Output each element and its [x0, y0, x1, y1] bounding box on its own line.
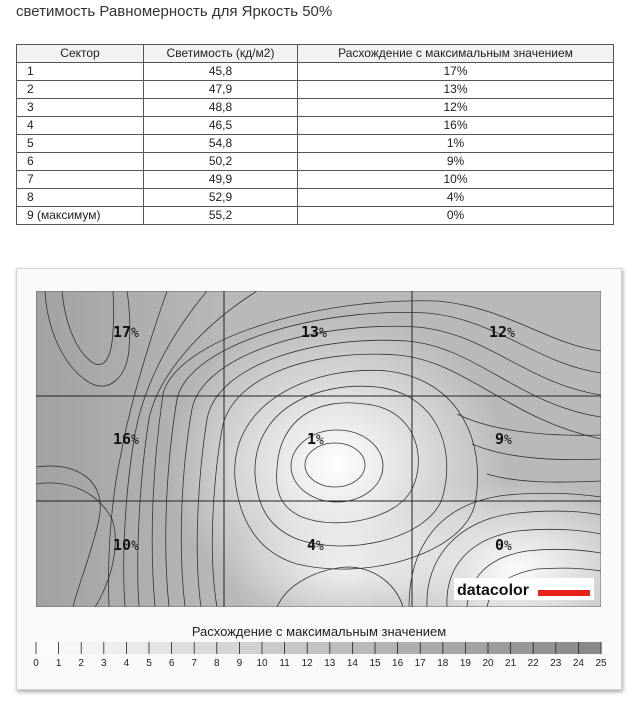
scale-tick-label: 3: [101, 658, 107, 669]
scale-tick-label: 11: [279, 658, 290, 669]
table-row: [17, 153, 614, 171]
deviation-cell: 13%: [298, 81, 614, 99]
deviation-cell: 1%: [298, 135, 614, 153]
heatmap-field: [36, 291, 621, 659]
deviation-cell: 16%: [298, 117, 614, 135]
scale-swatch: [488, 642, 511, 654]
deviation-cell: 9%: [298, 153, 614, 171]
scale-swatch: [556, 642, 579, 654]
scale-tick-label: 10: [256, 658, 268, 669]
scale-tick-label: 8: [214, 658, 220, 669]
scale-tick-label: 2: [78, 658, 84, 669]
table-header-row: [17, 45, 614, 63]
scale-swatch: [420, 642, 443, 654]
sector-label: 12%: [489, 323, 515, 341]
table-row: [17, 207, 614, 225]
sector-cell: 7: [17, 171, 144, 189]
scale-tick-label: 17: [414, 658, 426, 669]
uniformity-heatmap: [17, 269, 621, 689]
scale-swatch: [352, 642, 375, 654]
table-row: [17, 81, 614, 99]
scale-swatch: [398, 642, 421, 654]
scale-tick-label: 6: [168, 658, 175, 669]
table-row: [17, 135, 614, 153]
sector-label: 1%: [307, 430, 324, 448]
sector-label: 13%: [301, 323, 327, 341]
scale-swatch: [149, 642, 172, 654]
scale-swatch: [307, 642, 330, 654]
scale-tick-label: 18: [437, 658, 449, 669]
luminance-cell: 50,2: [144, 153, 298, 171]
scale-swatch: [104, 642, 127, 654]
scale-tick-label: 0: [33, 658, 39, 669]
uniformity-heatmap-figure: [16, 268, 622, 690]
scale-swatch: [443, 642, 466, 654]
scale-tick-label: 23: [550, 658, 562, 669]
luminance-cell: 47,9: [144, 81, 298, 99]
sector-label: 9%: [495, 430, 512, 448]
scale-swatch: [81, 642, 104, 654]
scale-tick-label: 4: [123, 658, 130, 669]
column-header: Сектор: [17, 45, 144, 63]
column-header: Светимость (кд/м2): [144, 45, 298, 63]
luminance-cell: 49,9: [144, 171, 298, 189]
sector-cell: 3: [17, 99, 144, 117]
uniformity-table: [16, 44, 614, 225]
deviation-cell: 17%: [298, 63, 614, 81]
scale-tick-label: 7: [191, 658, 197, 669]
luminance-cell: 55,2: [144, 207, 298, 225]
sector-cell: 8: [17, 189, 144, 207]
sector-cell: 6: [17, 153, 144, 171]
sector-label: 17%: [113, 323, 139, 341]
sector-label: 4%: [307, 536, 324, 554]
table-row: [17, 99, 614, 117]
scale-swatch: [578, 642, 601, 654]
deviation-cell: 0%: [298, 207, 614, 225]
sector-cell: 5: [17, 135, 144, 153]
scale-tick-label: 12: [301, 658, 313, 669]
svg-text:datacolor: datacolor: [457, 582, 530, 599]
scale-swatch: [330, 642, 353, 654]
scale-tick-label: 9: [236, 658, 243, 669]
sector-label: 0%: [495, 536, 512, 554]
scale-swatch: [194, 642, 217, 654]
datacolor-logo: [454, 578, 594, 600]
scale-swatch: [239, 642, 262, 654]
sector-label: 10%: [113, 536, 139, 554]
page-title: светимость Равномерность для Яркость 50%: [16, 3, 333, 20]
scale-swatch: [533, 642, 556, 654]
scale-swatch: [36, 642, 59, 654]
scale-swatch: [172, 642, 195, 654]
column-header: Расхождение с максимальным значением: [298, 45, 614, 63]
scale-tick-label: 14: [346, 658, 358, 669]
table-row: [17, 189, 614, 207]
scale-title: Расхождение с максимальным значением: [191, 624, 447, 639]
deviation-cell: 10%: [298, 171, 614, 189]
scale-tick-label: 19: [459, 658, 471, 669]
scale-swatch: [59, 642, 82, 654]
scale-swatch: [375, 642, 398, 654]
scale-tick-label: 20: [482, 658, 494, 669]
table-row: [17, 171, 614, 189]
sector-cell: 4: [17, 117, 144, 135]
scale-tick-label: 25: [595, 658, 607, 669]
scale-tick-label: 15: [369, 658, 381, 669]
scale-swatch: [217, 642, 240, 654]
luminance-cell: 54,8: [144, 135, 298, 153]
scale-tick-label: 1: [55, 658, 62, 669]
sector-cell: 9 (максимум): [17, 207, 144, 225]
scale-swatch: [511, 642, 534, 654]
scale-tick-label: 21: [505, 658, 517, 669]
scale-tick-label: 5: [146, 658, 152, 669]
luminance-cell: 45,8: [144, 63, 298, 81]
scale-tick-label: 22: [527, 658, 539, 669]
scale-swatch: [285, 642, 308, 654]
scale-tick-label: 24: [572, 658, 584, 669]
luminance-cell: 52,9: [144, 189, 298, 207]
scale-swatch: [465, 642, 488, 654]
sector-cell: 1: [17, 63, 144, 81]
scale-tick-label: 16: [392, 658, 404, 669]
table-row: [17, 117, 614, 135]
deviation-cell: 4%: [298, 189, 614, 207]
deviation-scale: [33, 642, 607, 669]
table-row: [17, 63, 614, 81]
scale-tick-label: 13: [324, 658, 336, 669]
sector-cell: 2: [17, 81, 144, 99]
sector-label: 16%: [113, 430, 139, 448]
scale-swatch: [262, 642, 285, 654]
scale-swatch: [126, 642, 149, 654]
luminance-cell: 48,8: [144, 99, 298, 117]
luminance-cell: 46,5: [144, 117, 298, 135]
deviation-cell: 12%: [298, 99, 614, 117]
